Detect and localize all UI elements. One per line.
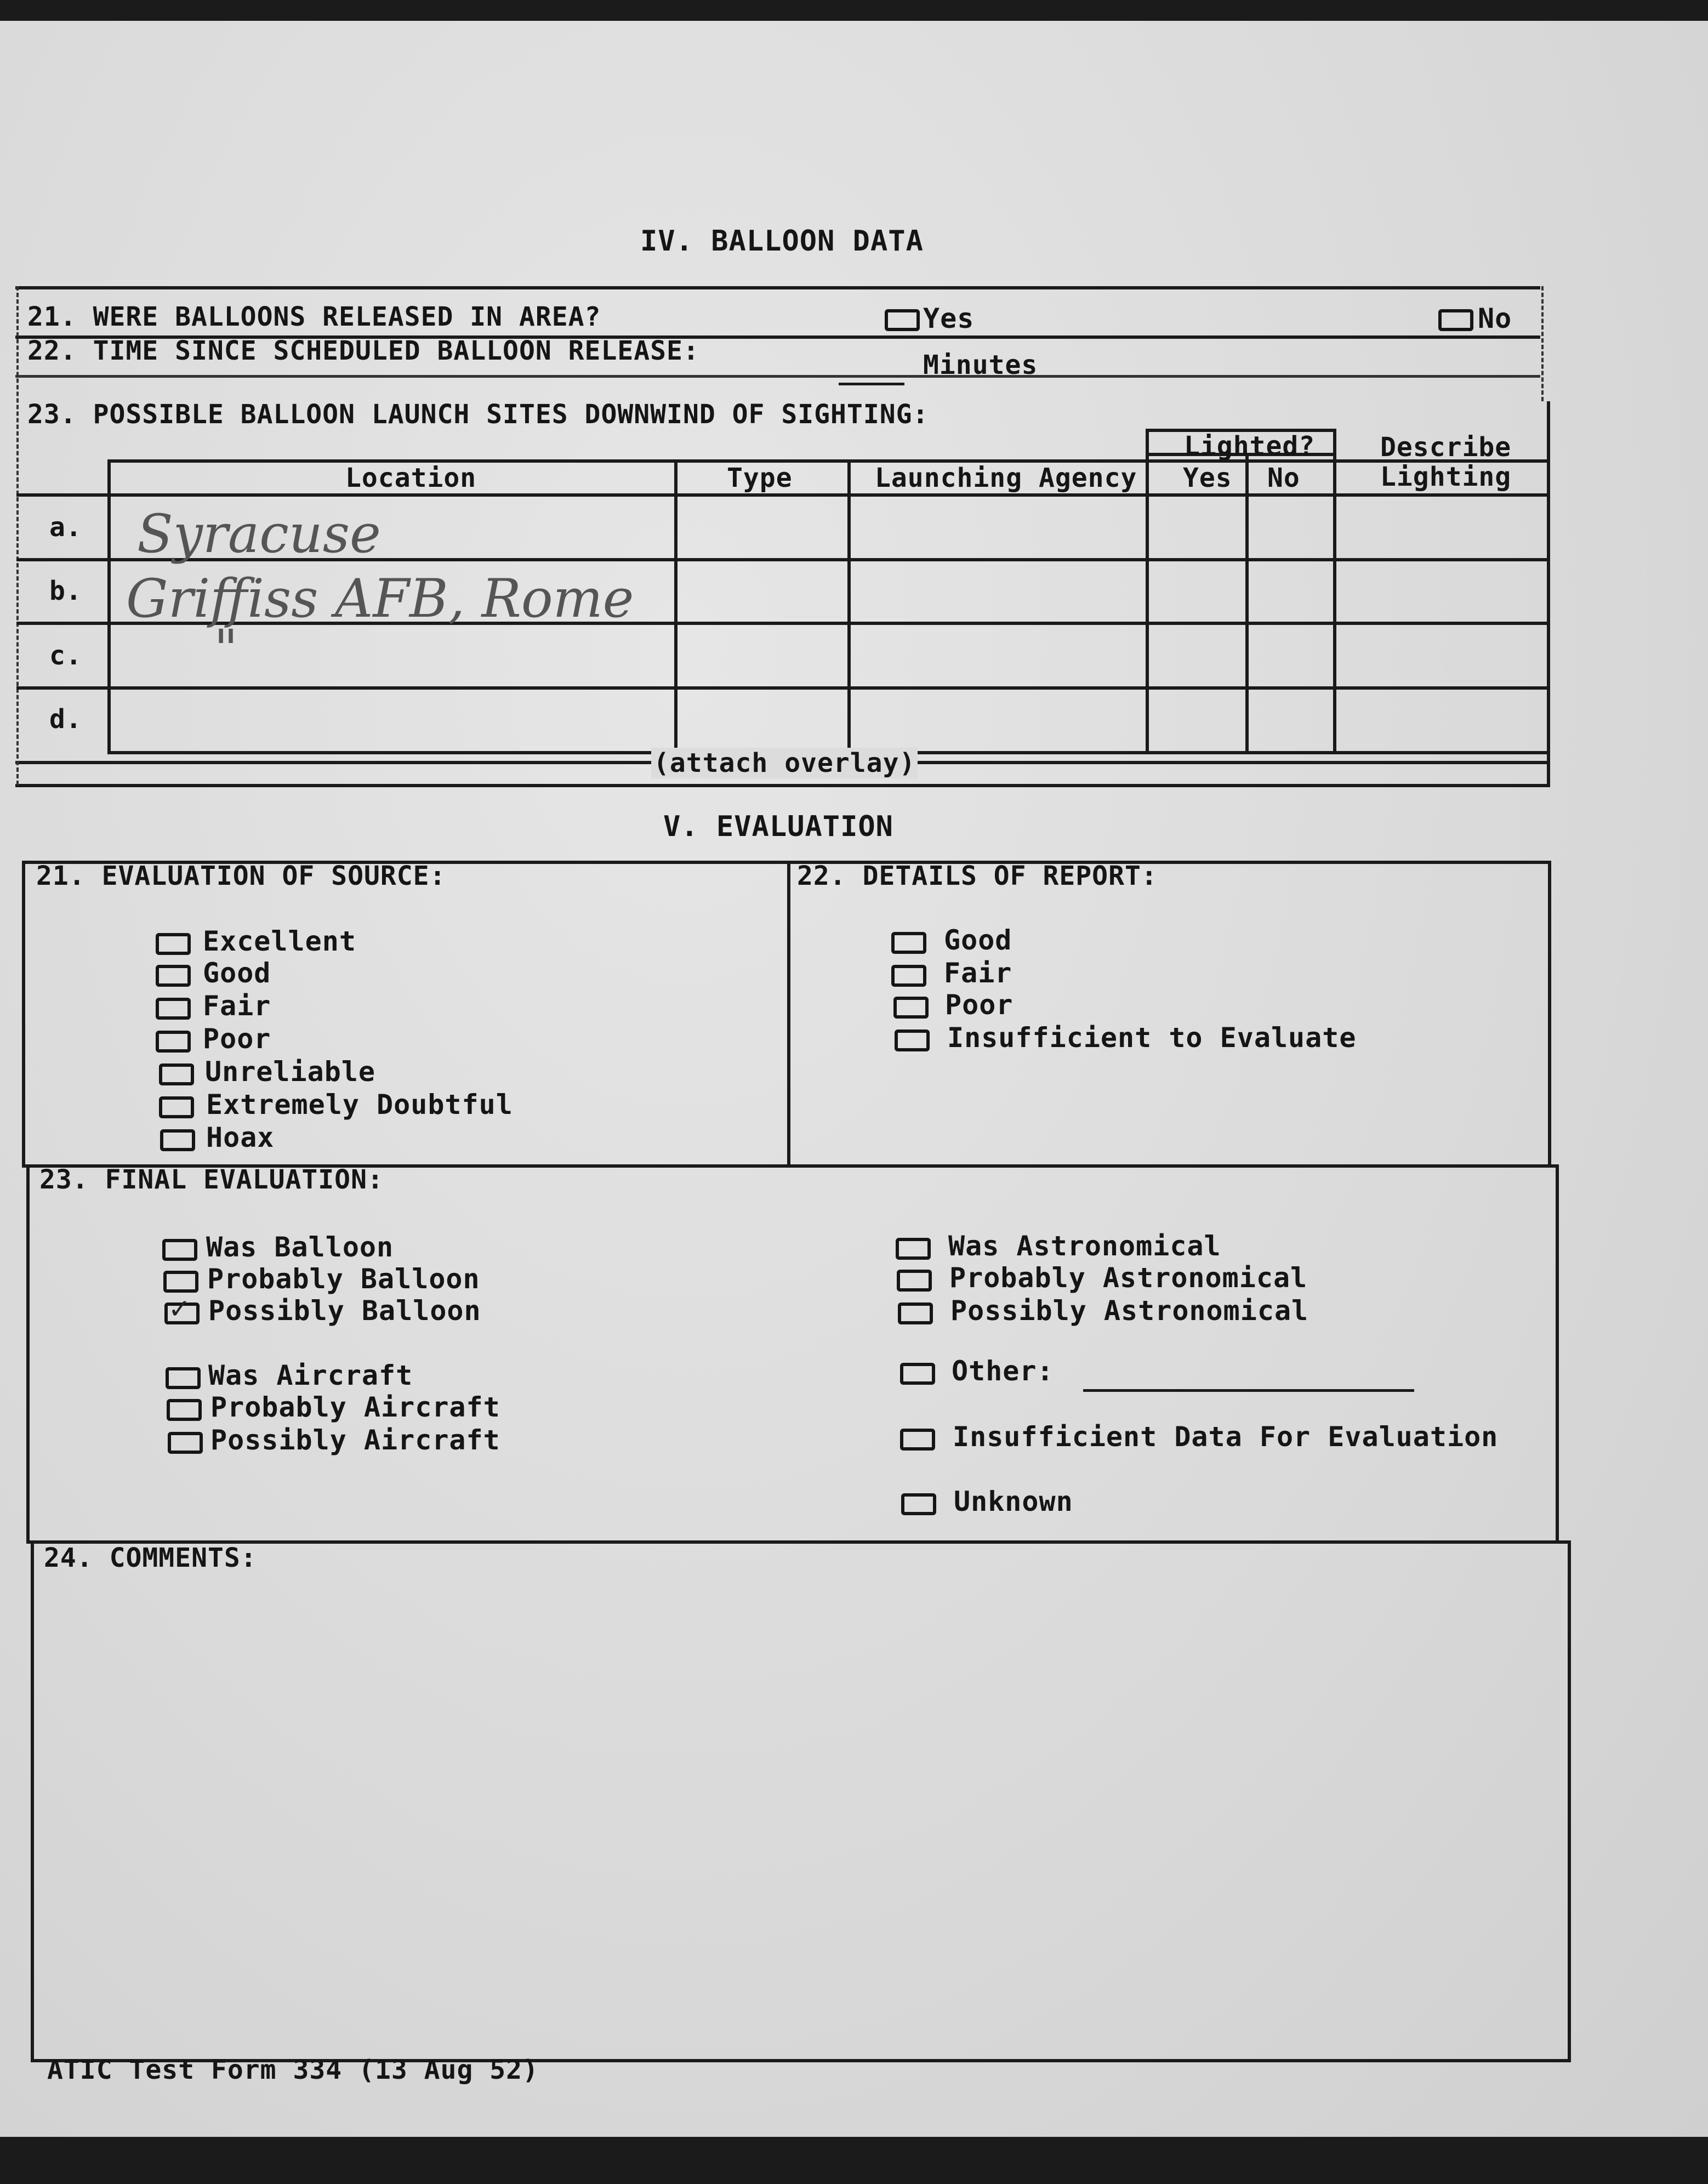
details-poor-checkbox[interactable] (893, 997, 929, 1019)
source-hoax-label: Hoax (206, 1122, 275, 1153)
final-probably-astronomical-checkbox[interactable] (897, 1270, 932, 1292)
final-was-astronomical-label: Was Astronomical (948, 1230, 1221, 1262)
source-unreliable-checkbox[interactable] (159, 1063, 194, 1085)
q23-launch-sites-label: 23. POSSIBLE BALLOON LAUNCH SITES DOWNWIND OF SIGHTING: (27, 399, 929, 430)
final-insufficient-data-label: Insufficient Data For Evaluation (953, 1421, 1499, 1453)
final-insufficient-data-checkbox[interactable] (900, 1429, 935, 1451)
row-letter-c: c. (49, 640, 82, 671)
final-other-checkbox[interactable] (900, 1363, 935, 1385)
details-fair-label: Fair (944, 957, 1012, 989)
table-row-line (16, 686, 1549, 690)
section-title-evaluation: V. EVALUATION (663, 810, 893, 843)
final-was-aircraft-label: Was Aircraft (208, 1360, 413, 1391)
details-insufficient-label: Insufficient to Evaluate (947, 1022, 1357, 1054)
attach-overlay-note: (attach overlay) (651, 748, 918, 778)
col-header-lighted-no: No (1267, 463, 1300, 493)
row-letter-d: d. (49, 704, 82, 735)
comments-box (31, 1540, 1571, 2062)
row-letter-a: a. (49, 512, 82, 543)
col-header-location: Location (345, 463, 477, 493)
source-unreliable-label: Unreliable (205, 1056, 376, 1088)
final-was-balloon-checkbox[interactable] (162, 1239, 197, 1261)
source-excellent-label: Excellent (203, 925, 356, 957)
section4-right-border (1547, 401, 1550, 785)
final-unknown-checkbox[interactable] (901, 1493, 936, 1515)
col-header-describe: Describe (1380, 432, 1512, 463)
final-possibly-aircraft-checkbox[interactable] (168, 1432, 203, 1454)
evaluation-of-source-label: 21. EVALUATION OF SOURCE: (36, 861, 446, 891)
details-of-report-label: 22. DETAILS OF REPORT: (797, 861, 1158, 891)
table-col-line (847, 459, 851, 754)
q22-time-since-release-label: 22. TIME SINCE SCHEDULED BALLOON RELEASE: (27, 335, 699, 366)
section4-right-border (1541, 286, 1544, 401)
source-poor-checkbox[interactable] (156, 1031, 191, 1053)
table-col-line (1245, 453, 1249, 754)
col-header-lighted-yes: Yes (1183, 463, 1232, 493)
source-good-label: Good (203, 957, 271, 989)
final-possibly-balloon-label: Possibly Balloon (208, 1295, 481, 1327)
table-col-line (1333, 429, 1336, 754)
source-fair-checkbox[interactable] (156, 998, 191, 1020)
final-evaluation-label: 23. FINAL EVALUATION: (39, 1164, 384, 1195)
table-col-line (1146, 429, 1149, 754)
evaluation-divider (787, 861, 790, 1168)
section4-bottom-border (15, 784, 1550, 787)
final-unknown-label: Unknown (954, 1486, 1073, 1517)
table-col-line (674, 459, 677, 754)
final-was-balloon-label: Was Balloon (206, 1231, 394, 1263)
final-evaluation-box (26, 1164, 1559, 1544)
form-footer: ATIC Test Form 334 (13 Aug 52) (47, 2055, 539, 2085)
final-probably-balloon-checkbox[interactable] (163, 1271, 198, 1293)
details-good-checkbox[interactable] (891, 932, 926, 954)
final-possibly-astronomical-label: Possibly Astronomical (950, 1295, 1309, 1327)
source-hoax-checkbox[interactable] (160, 1129, 195, 1151)
comments-label: 24. COMMENTS: (44, 1543, 257, 1573)
q21-yes-checkbox[interactable] (885, 309, 920, 331)
final-possibly-astronomical-checkbox[interactable] (898, 1303, 933, 1324)
q22-minutes-blank[interactable] (839, 383, 904, 385)
final-possibly-aircraft-label: Possibly Aircraft (210, 1424, 500, 1456)
col-header-launching-agency: Launching Agency (875, 463, 1137, 493)
source-extremely-doubtful-checkbox[interactable] (159, 1096, 194, 1118)
row-c-location[interactable]: " (214, 618, 238, 680)
divider (15, 375, 1540, 378)
section4-left-border (16, 286, 19, 785)
section-title-balloon-data: IV. BALLOON DATA (640, 225, 924, 258)
final-other-label: Other: (952, 1355, 1054, 1387)
final-probably-astronomical-label: Probably Astronomical (949, 1262, 1308, 1294)
col-header-lighting: Lighting (1380, 462, 1512, 492)
final-probably-aircraft-label: Probably Aircraft (210, 1391, 500, 1423)
section4-top-border (15, 286, 1540, 289)
details-fair-checkbox[interactable] (891, 965, 926, 987)
source-excellent-checkbox[interactable] (156, 933, 191, 955)
col-header-type: Type (727, 463, 793, 493)
q21-yes-label: Yes (923, 303, 975, 334)
q21-no-checkbox[interactable] (1438, 309, 1473, 331)
final-probably-balloon-label: Probably Balloon (207, 1263, 480, 1295)
row-a-location[interactable]: Syracuse (137, 503, 381, 565)
q22-minutes-label: Minutes (923, 350, 1038, 380)
row-b-location[interactable]: Griffiss AFB, Rome (126, 568, 634, 629)
possibly-balloon-check-mark: ✓ (170, 1290, 189, 1326)
form-page (0, 21, 1708, 2137)
final-was-aircraft-checkbox[interactable] (166, 1367, 201, 1389)
final-was-astronomical-checkbox[interactable] (896, 1238, 931, 1260)
col-header-lighted: Lighted? (1184, 431, 1316, 462)
table-col-line (107, 459, 111, 754)
source-fair-label: Fair (203, 990, 271, 1022)
row-letter-b: b. (49, 576, 82, 606)
source-poor-label: Poor (203, 1023, 271, 1055)
details-good-label: Good (944, 924, 1012, 956)
final-other-blank[interactable] (1083, 1389, 1414, 1392)
table-row-line (16, 493, 1549, 497)
q21-no-label: No (1478, 303, 1512, 334)
details-insufficient-checkbox[interactable] (895, 1030, 930, 1051)
final-probably-aircraft-checkbox[interactable] (167, 1399, 202, 1421)
q21-balloons-released-label: 21. WERE BALLOONS RELEASED IN AREA? (27, 302, 601, 332)
details-poor-label: Poor (945, 989, 1014, 1021)
source-extremely-doubtful-label: Extremely Doubtful (206, 1089, 513, 1121)
source-good-checkbox[interactable] (156, 965, 191, 987)
